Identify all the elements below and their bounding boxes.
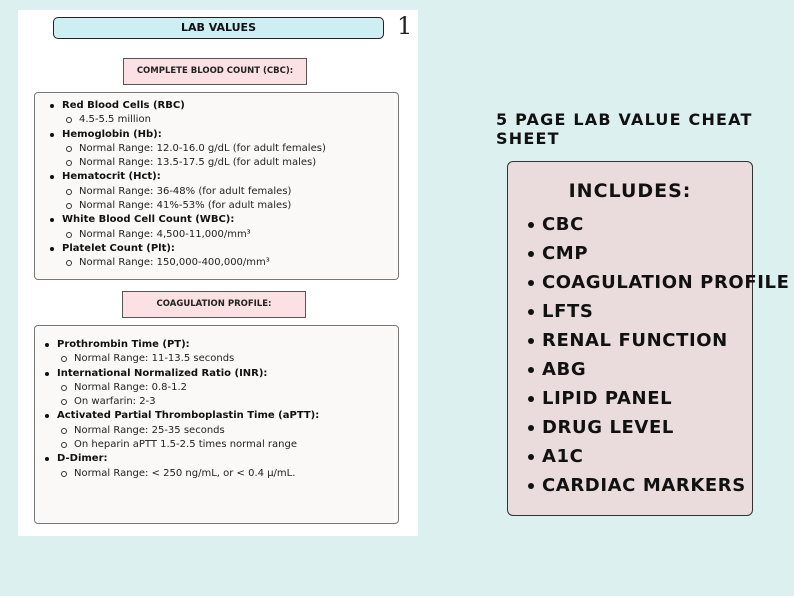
lab-item-range: Normal Range: 12.0-16.0 g/dL (for adult females): [62, 142, 398, 156]
lab-item-range: 4.5-5.5 million: [62, 113, 398, 127]
lab-item-values: [57, 467, 398, 481]
lab-item-name: White Blood Cell Count (WBC):: [62, 214, 235, 226]
includes-item: CBC: [528, 210, 789, 239]
headline: 5 PAGE LAB VALUE CHEAT SHEET: [496, 110, 753, 148]
lab-item-values: [57, 352, 398, 366]
lab-item-name: Activated Partial Thromboplastin Time (aPTT):: [57, 410, 320, 422]
lab-item: [45, 338, 398, 367]
lab-item-range: On warfarin: 2-3: [57, 395, 398, 409]
lab-item: [50, 170, 398, 213]
lab-item-name: Platelet Count (Plt):: [62, 242, 175, 254]
lab-item-name: Prothrombin Time (PT):: [57, 339, 190, 350]
includes-box: [507, 161, 790, 516]
lab-item: [50, 128, 398, 171]
lab-item: [45, 409, 398, 452]
includes-item: LIPID PANEL: [528, 384, 789, 413]
cheat-sheet-page-preview: [18, 10, 418, 536]
includes-item: COAGULATION PROFILE: [528, 268, 789, 297]
cbc-section-label: COMPLETE BLOOD COUNT (CBC):: [123, 58, 307, 85]
lab-item-values: [57, 424, 398, 453]
lab-item-range: Normal Range: 0.8-1.2: [57, 381, 398, 395]
includes-item: RENAL FUNCTION: [528, 326, 789, 355]
lab-item-name: D-Dimer:: [57, 453, 108, 465]
lab-item-name: Hemoglobin (Hb):: [62, 128, 162, 140]
lab-item-range: Normal Range: 4,500-11,000/mm³: [62, 228, 398, 242]
cbc-card: [34, 92, 399, 280]
lab-item-range: Normal Range: 25-35 seconds: [57, 424, 398, 438]
lab-item-values: [57, 381, 398, 410]
lab-item-values: [62, 142, 398, 171]
includes-item: ABG: [528, 355, 789, 384]
cbc-list: [35, 93, 398, 271]
includes-item: CMP: [528, 239, 789, 268]
lab-item-values: [62, 256, 398, 270]
lab-item-range: Normal Range: 150,000-400,000/mm³: [62, 256, 398, 270]
lab-item-values: [62, 113, 398, 127]
lab-item: [50, 213, 398, 242]
page-separator: [18, 280, 418, 288]
page-title: LAB VALUES: [53, 17, 384, 39]
lab-item: [45, 367, 398, 410]
lab-item-range: Normal Range: 36-48% (for adult females): [62, 185, 398, 199]
page-number: 1: [397, 12, 413, 40]
lab-item: [45, 452, 398, 481]
lab-item-range: Normal Range: 11-13.5 seconds: [57, 352, 398, 366]
lab-item-range: Normal Range: < 250 ng/mL, or < 0.4 µ/mL.: [57, 467, 398, 481]
lab-item-range: Normal Range: 41%-53% (for adult males): [62, 199, 398, 213]
includes-item: DRUG LEVEL: [528, 413, 789, 442]
lab-item-name: International Normalized Ratio (INR):: [57, 367, 268, 379]
lab-item: [50, 242, 398, 271]
coag-card: [34, 325, 399, 524]
lab-item-values: [62, 185, 398, 214]
includes-item: A1C: [528, 442, 789, 471]
coag-section-label: COAGULATION PROFILE:: [122, 291, 306, 318]
lab-item: [50, 99, 398, 128]
includes-list: [528, 210, 789, 500]
lab-item-range: Normal Range: 13.5-17.5 g/dL (for adult males): [62, 156, 398, 170]
lab-item-range: On heparin aPTT 1.5-2.5 times normal range: [57, 438, 398, 452]
coag-list: [35, 326, 398, 481]
includes-item: LFTS: [528, 297, 789, 326]
includes-title: INCLUDES:: [568, 180, 692, 202]
lab-item-values: [62, 228, 398, 242]
lab-item-name: Red Blood Cells (RBC): [62, 100, 185, 111]
includes-item: CARDIAC MARKERS: [528, 471, 789, 500]
lab-item-name: Hematocrit (Hct):: [62, 171, 161, 183]
